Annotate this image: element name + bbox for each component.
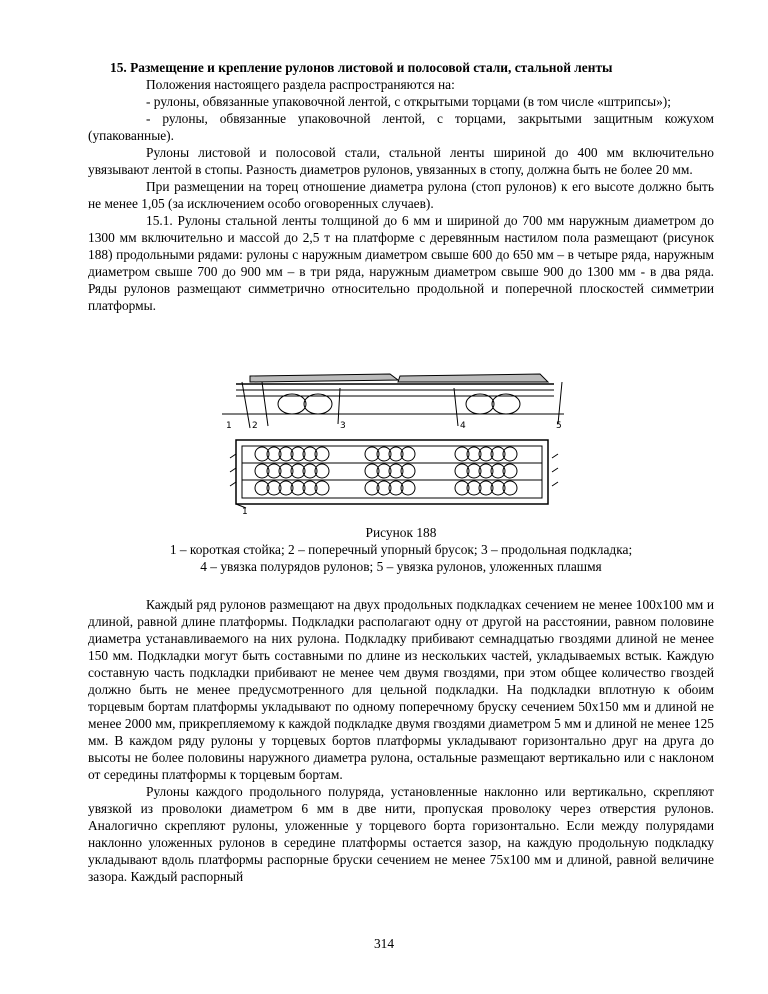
side-view — [222, 374, 564, 428]
paragraph: Рулоны листовой и полосовой стали, стальной ленты шириной до 400 мм включительно увязывают лентой в стопы. Разность диаметров рулонов, увязанных в стопу, должна быть не более 20 мм. — [88, 145, 714, 177]
text-block-bottom — [88, 596, 714, 885]
paragraph: Рулоны каждого продольного полуряда, установленные наклонно или вертикально, скрепляют увязкой из проволоки диаметром 6 мм в две нити, пропуская проволоку через отверстия рулонов. Аналогично скрепляют рулоны, уложенные у торцевого борта горизонтально. Если между полурядами наклонно уложенных рулонов в середине платформы остается зазор, на каждую продольную подкладку укладывают вдоль платформы распорные бруски сечением не менее 75х100 мм и длиной, равной величине зазора. Каждый распорный — [88, 784, 714, 884]
caption-legend-line: 1 – короткая стойка; 2 – поперечный упорный брусок; 3 – продольная подкладка; — [169, 542, 633, 557]
callout-label: 3 — [340, 421, 346, 431]
coil-row — [255, 464, 517, 478]
paragraph: - рулоны, обвязанные упаковочной лентой, с открытыми торцами (в том числе «штрипсы»); — [146, 94, 671, 109]
paragraph: - рулоны, обвязанные упаковочной лентой, с торцами, закрытыми защитным кожухом (упакованные). — [88, 111, 714, 143]
text-block-top — [88, 60, 714, 314]
callout-label: 1 — [226, 421, 232, 431]
figure-caption — [88, 524, 714, 575]
callout-labels — [226, 421, 562, 517]
paragraph: Положения настоящего раздела распространяются на: — [146, 77, 455, 92]
paragraph: Каждый ряд рулонов размещают на двух продольных подкладках сечением не менее 100х100 мм и длиной, равной длине платформы. Подкладки располагают одну от другой на расстоянии, равном половине диаметра устанавливаемого на них рулона. Подкладку прибивают семнадцатью гвоздями длиной не менее 150 мм. Подкладки могут быть составными по длине из нескольких частей, укладываемых встык. Каждую составную часть подкладки прибивают не менее чем двумя гвоздями, при этом общее количество гвоздей должно быть не менее предусмотренного для цельной подкладки. На подкладки вплотную к обоим торцевым бортам платформы укладывают по одному поперечному бруску сечением 50х150 мм и длиной не менее 2000 мм, прикрепляемому к каждой подкладке двумя гвоздями диаметром 5 мм и длиной не менее 125 мм. В каждом ряду рулоны у торцевых бортов платформы укладывают горизонтально друг на друга до высоты не более половины наружного диаметра рулона, остальные размещают вертикально или с наклоном от середины платформы к торцевым бортам. — [88, 597, 714, 782]
callout-label: 5 — [556, 421, 562, 431]
coil-row — [255, 447, 517, 461]
coil-row — [255, 481, 517, 495]
callout-label: 1 — [242, 507, 248, 517]
paragraph: 15.1. Рулоны стальной ленты толщиной до 6 мм и шириной до 700 мм наружным диаметром до 1300 мм включительно и массой до 2,5 т на платформе с деревянным настилом пола размещают (рисунок 188) продольными рядами: рулоны с наружным диаметром свыше 600 до 650 мм – в четыре ряда, наружным диаметром свыше 700 до 900 мм – в три ряда, наружным диаметром свыше 900 до 1300 мм - в два ряда. Ряды рулонов размещают симметрично относительно продольной и поперечной плоскостей симметрии платформы. — [88, 213, 714, 313]
callout-label: 4 — [460, 421, 466, 431]
top-view — [230, 440, 558, 508]
figure-188-drawing — [222, 368, 564, 518]
page-number: 314 — [373, 936, 395, 951]
callout-label: 2 — [252, 421, 258, 431]
figure-title: Рисунок 188 — [365, 525, 437, 540]
section-heading: 15. Размещение и крепление рулонов листовой и полосовой стали, стальной ленты — [110, 60, 613, 75]
caption-legend-line: 4 – увязка полурядов рулонов; 5 – увязка рулонов, уложенных плашмя — [200, 559, 602, 574]
paragraph: При размещении на торец отношение диаметра рулона (стоп рулонов) к его высоте должно быть не менее 1,05 (за исключением особо оговоренных случаев). — [88, 179, 714, 211]
